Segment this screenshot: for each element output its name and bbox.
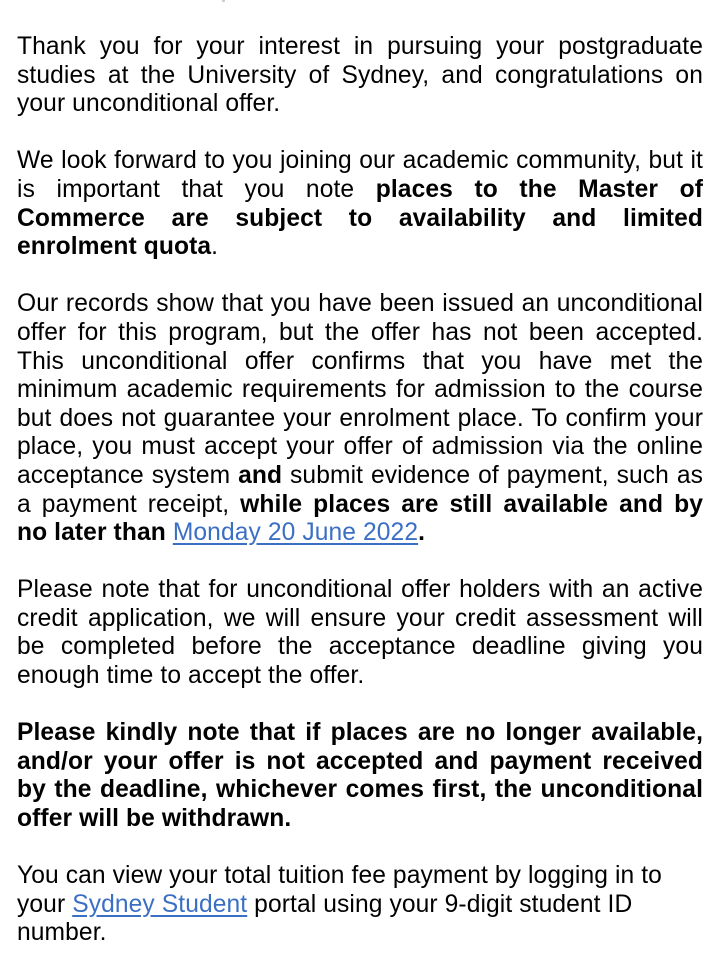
paragraph-records [17,290,703,547]
sydney-student-link[interactable]: Sydney Student [72,890,248,918]
records-deadline-bold: while places are still available and by no later than [17,490,703,547]
withdrawal-warning-text: Please kindly note that if places are no longer available, and/or your offer is not accepted and payment received by the deadline, whichever comes first, the unconditional offer will be withdrawn. [17,719,703,833]
places-notice-text: We look forward to you joining our academic community, but it is important that you note [17,147,703,203]
paragraph-thank-you [17,33,703,119]
paragraph-places-notice [17,147,703,261]
tuition-fee-text-end: portal using your 9-digit student ID number. [17,890,633,947]
top-scroll-artifact [222,0,225,2]
credit-application-text: Please note that for unconditional offer holders with an active credit application, we will ensure your credit assessment will be completed before the acceptance deadline giving you enough time to accept the offer. [17,576,703,690]
records-payment-text: submit evidence of payment, such as a payment receipt, [17,461,704,518]
records-text: Our records show that you have been issued an unconditional offer for this program, but the offer has not been accepted. This unconditional offer confirms that you have met the minimum academic requirements for admission to the course but does not guarantee your enrolment place. To confirm your place, you must accept your offer of admission via the online acceptance system [17,290,703,489]
deadline-date-link[interactable]: Monday 20 June 2022 [172,519,419,547]
paragraph-withdrawal-warning [17,719,703,833]
paragraph-tuition-fee [17,862,703,948]
places-notice-bold: places to the Master of Commerce are subject to availability and limited enrolment quota [17,175,703,261]
email-body [17,33,703,948]
tuition-fee-text: You can view your total tuition fee payment by logging in to your [17,862,662,918]
thank-you-text: Thank you for your interest in pursuing your postgraduate studies at the University of Sydney, and congratulations on your unconditional offer. [17,33,703,118]
places-notice-period: . [211,233,219,261]
records-period: . [418,519,426,547]
records-and-bold: and [238,461,283,489]
paragraph-credit-application [17,576,703,690]
